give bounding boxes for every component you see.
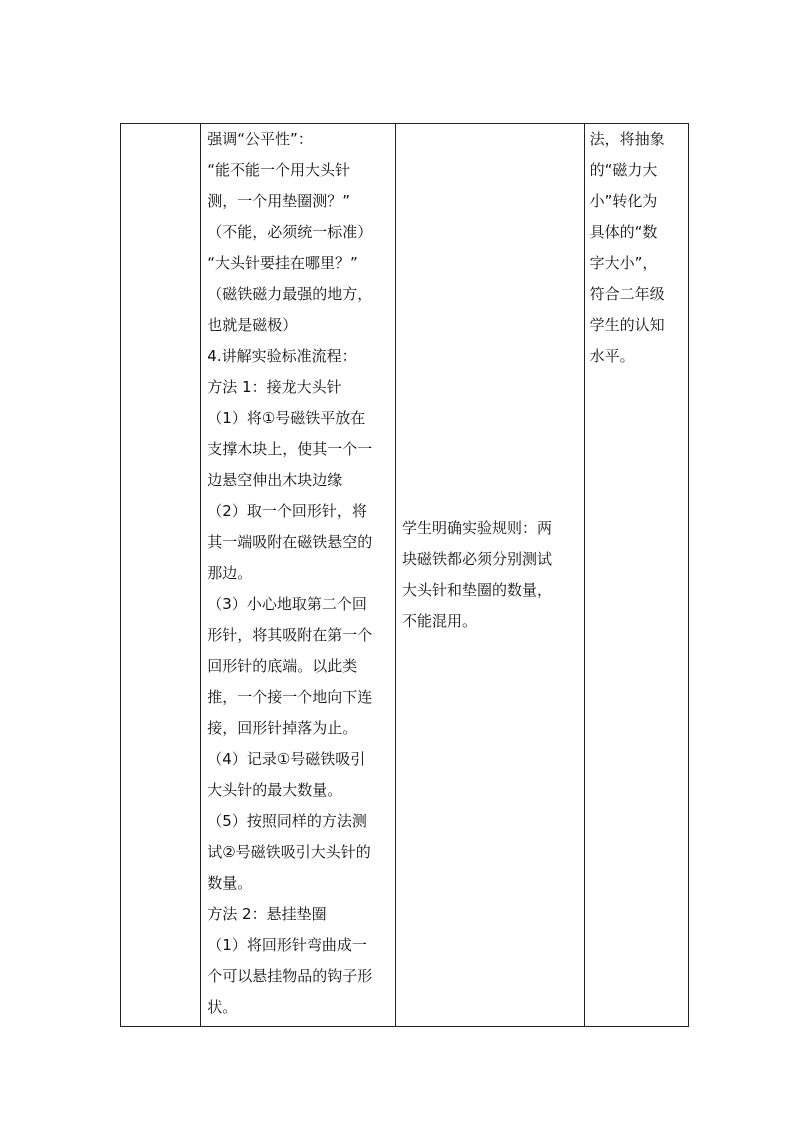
student-activity-line: 学生明确实验规则：两 xyxy=(401,519,552,537)
student-activity-text xyxy=(396,513,584,637)
design-intent-line: 符合二年级 xyxy=(589,285,665,303)
teacher-activity-line: 4.讲解实验标准流程： xyxy=(207,347,357,365)
teacher-activity-line: 推，一个接一个地向下连 xyxy=(207,688,373,706)
design-intent-line: 具体的“数 xyxy=(589,223,658,241)
teacher-activity-line: 强调“公平性”： xyxy=(207,130,313,148)
lesson-plan-table xyxy=(120,123,689,1027)
student-activity-line: 不能混用。 xyxy=(401,612,477,630)
student-activity-line: 块磁铁都必须分别测试 xyxy=(401,550,552,568)
student-activity-line: 大头针和垫圈的数量， xyxy=(401,581,552,599)
teacher-activity-line: “能不能一个用大头针 xyxy=(207,161,351,179)
teacher-activity-line: 支撑木块上，使其一个一 xyxy=(207,440,373,458)
teacher-activity-line: （不能，必须统一标准） xyxy=(207,223,373,241)
teacher-activity-line: 接，回形针掉落为止。 xyxy=(207,719,358,737)
teacher-activity-text xyxy=(201,124,395,1023)
teacher-activity-line: 边悬空伸出木块边缘 xyxy=(207,471,343,489)
table-row xyxy=(121,124,689,1027)
design-intent-line: 的“磁力大 xyxy=(589,161,658,179)
teacher-activity-line: 其一端吸附在磁铁悬空的 xyxy=(207,533,373,551)
teacher-activity-line: 也就是磁极） xyxy=(207,316,298,334)
teacher-activity-line: 大头针的最大数量。 xyxy=(207,781,343,799)
table-cell-teacher-activity xyxy=(201,124,396,1027)
design-intent-line: 法，将抽象 xyxy=(589,130,665,148)
table-cell-design-intent xyxy=(584,124,688,1027)
teacher-activity-line: （3）小心地取第二个回 xyxy=(207,595,367,613)
teacher-activity-line: （4）记录①号磁铁吸引 xyxy=(207,750,366,768)
teacher-activity-line: 方法 2：悬挂垫圈 xyxy=(207,905,327,923)
design-intent-line: 水平。 xyxy=(589,347,635,365)
table-cell-stage xyxy=(121,124,201,1027)
teacher-activity-line: （2）取一个回形针，将 xyxy=(207,502,367,520)
teacher-activity-line: 方法 1：接龙大头针 xyxy=(207,378,342,396)
design-intent-text xyxy=(585,124,688,372)
teacher-activity-line: 数量。 xyxy=(207,874,253,892)
design-intent-line: 字大小”， xyxy=(589,254,658,272)
teacher-activity-line: 试②号磁铁吸引大头针的 xyxy=(207,843,371,861)
teacher-activity-line: （1）将①号磁铁平放在 xyxy=(207,409,366,427)
teacher-activity-line: 状。 xyxy=(207,998,238,1016)
teacher-activity-line: （1）将回形针弯曲成一 xyxy=(207,936,367,954)
teacher-activity-line: 测，一个用垫圈测？” xyxy=(207,192,351,210)
teacher-activity-line: 那边。 xyxy=(207,564,253,582)
teacher-activity-line: 形针，将其吸附在第一个 xyxy=(207,626,373,644)
teacher-activity-line: （5）按照同样的方法测 xyxy=(207,812,367,830)
teacher-activity-line: 个可以悬挂物品的钩子形 xyxy=(207,967,373,985)
design-intent-line: 小”转化为 xyxy=(589,192,658,210)
teacher-activity-line: 回形针的底端。以此类 xyxy=(207,657,358,675)
teacher-activity-line: “大头针要挂在哪里？” xyxy=(207,254,358,272)
table-cell-student-activity xyxy=(395,124,584,1027)
teacher-activity-line: （磁铁磁力最强的地方， xyxy=(207,285,373,303)
design-intent-line: 学生的认知 xyxy=(589,316,665,334)
